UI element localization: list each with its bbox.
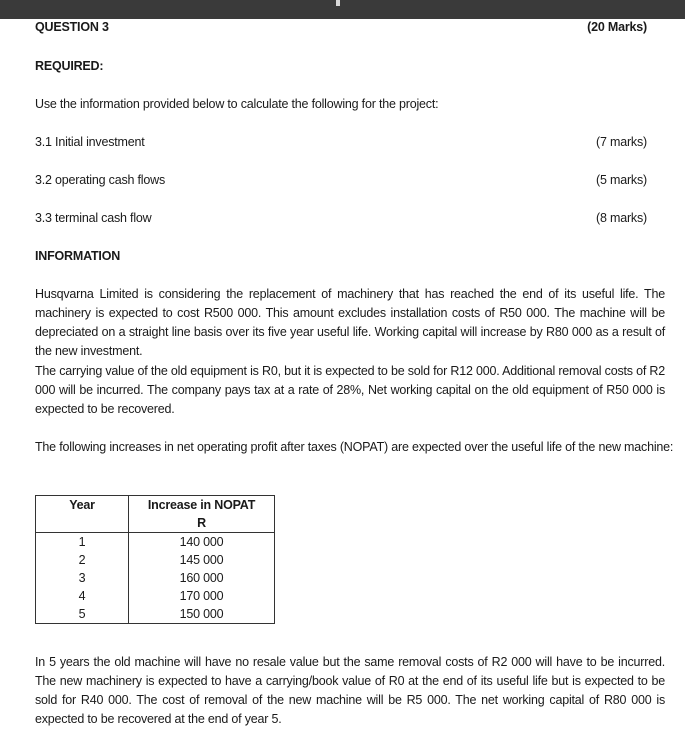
year-cell: 5	[36, 605, 129, 624]
item-label-2: 3.2 operating cash flows	[35, 173, 166, 187]
item-label-1: 3.1 Initial investment	[35, 135, 145, 149]
year-cell: 4	[36, 587, 129, 605]
information-heading: INFORMATION	[35, 249, 121, 263]
table-row	[36, 587, 275, 605]
question-title: QUESTION 3	[35, 20, 109, 34]
info-paragraph-3: The following increases in net operating profit after taxes (NOPAT) are expected over the useful life of the new machine:	[35, 440, 674, 454]
nopat-cell: 145 000	[129, 551, 275, 569]
info-paragraph-2: The carrying value of the old equipment is R0, but it is expected to be sold for R12 000. Additional removal costs of R2 000 will be incurred. The company pays tax at a rate of 28%, Net working capital on the old equipment of R50 000 is expected to be recovered.	[35, 364, 665, 416]
year-cell: 2	[36, 551, 129, 569]
item-label-3: 3.3 terminal cash flow	[35, 211, 152, 225]
item-marks-3: (8 marks)	[596, 211, 647, 225]
year-cell: 3	[36, 569, 129, 587]
nopat-cell: 150 000	[129, 605, 275, 624]
col-year-header: Year	[36, 496, 129, 533]
info-paragraph-1: Husqvarna Limited is considering the replacement of machinery that has reached the end of its useful life. The machinery is expected to cost R500 000. This amount excludes installation costs of R50 000. The machine will be depreciated on a straight line basis over its five year useful life. Working capital will increase by R80 000 as a result of the new investment.	[35, 287, 665, 358]
table-row	[36, 569, 275, 587]
nopat-cell: 140 000	[129, 533, 275, 552]
info-paragraph-4: In 5 years the old machine will have no resale value but the same removal costs of R2 000 will have to be incurred. The new machinery is expected to have a carrying/book value of R0 at the end of its useful life but is expected to be sold for R40 000. The cost of removal of the new machine will be R5 000. The net working capital of R80 000 is expected to be recovered at the end of year 5.	[35, 655, 665, 726]
nopat-table	[35, 495, 275, 624]
viewer-toolbar	[0, 0, 685, 19]
item-marks-1: (7 marks)	[596, 135, 647, 149]
item-marks-2: (5 marks)	[596, 173, 647, 187]
table-row	[36, 533, 275, 552]
nopat-cell: 160 000	[129, 569, 275, 587]
col-unit-header: R	[129, 514, 275, 533]
nopat-cell: 170 000	[129, 587, 275, 605]
table-row	[36, 605, 275, 624]
toolbar-indicator	[336, 0, 340, 6]
col-nopat-header: Increase in NOPAT	[129, 496, 275, 515]
document-page	[0, 19, 685, 739]
total-marks: (20 Marks)	[587, 20, 647, 34]
year-cell: 1	[36, 533, 129, 552]
required-heading: REQUIRED:	[35, 59, 104, 73]
table-row	[36, 551, 275, 569]
table-header-row	[36, 496, 275, 515]
required-intro: Use the information provided below to calculate the following for the project:	[35, 97, 439, 111]
